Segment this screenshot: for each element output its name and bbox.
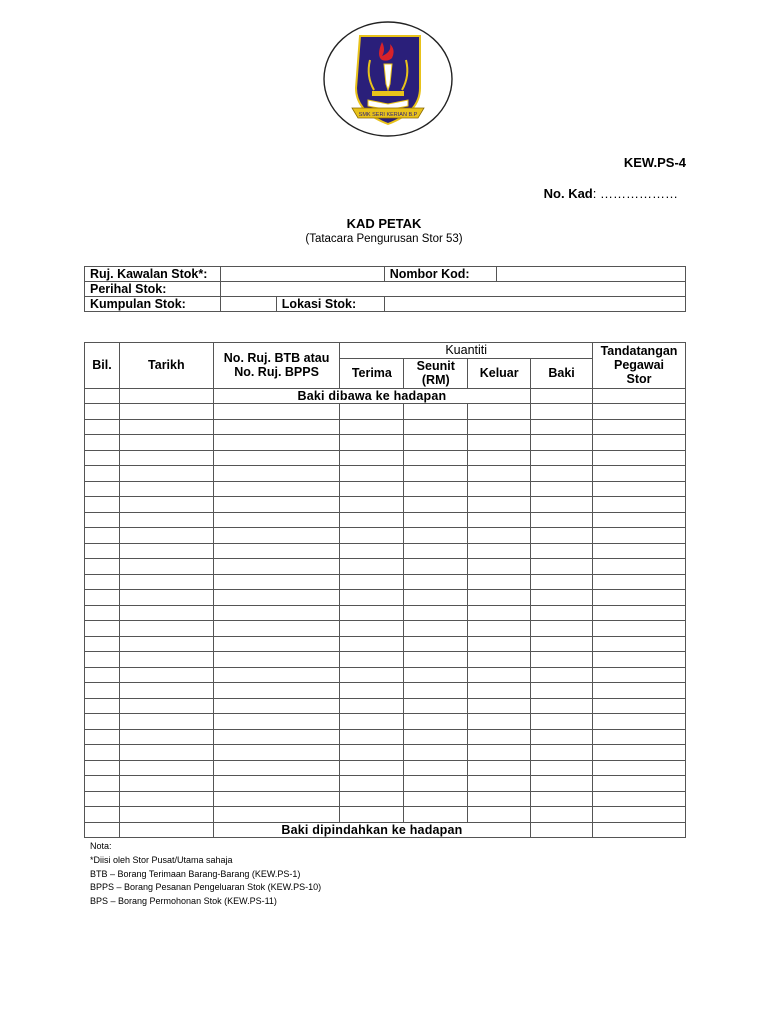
entry-cell-date[interactable] [119,807,213,823]
entry-row [85,590,686,606]
col-ref-line1: No. Ruj. BTB atau [223,351,330,366]
entry-cell-bil[interactable] [85,776,120,792]
entry-cell-bil[interactable] [85,698,120,714]
carried-out-bil[interactable] [85,822,120,838]
entry-cell-received[interactable] [340,435,404,451]
entry-cell-out[interactable] [468,512,531,528]
entry-cell-out[interactable] [468,745,531,761]
entry-cell-received[interactable] [340,776,404,792]
entry-cell-bil[interactable] [85,435,120,451]
entry-cell-bil[interactable] [85,745,120,761]
entry-cell-ref[interactable] [213,559,340,575]
entry-cell-ref[interactable] [213,450,340,466]
entry-cell-sign[interactable] [593,791,686,807]
entry-cell-out[interactable] [468,791,531,807]
entry-cell-balance[interactable] [531,543,593,559]
entry-cell-sign[interactable] [593,512,686,528]
entry-cell-unit[interactable] [404,574,468,590]
entry-row [85,466,686,482]
entry-cell-bil[interactable] [85,791,120,807]
entry-cell-balance[interactable] [531,435,593,451]
entry-cell-sign[interactable] [593,776,686,792]
entry-row [85,559,686,575]
entry-cell-sign[interactable] [593,621,686,637]
entry-cell-out[interactable] [468,404,531,420]
col-unit [404,358,468,388]
entry-row [85,404,686,420]
carried-out-balance[interactable] [531,822,593,838]
entry-cell-ref[interactable] [213,776,340,792]
entry-cell-balance[interactable] [531,683,593,699]
entry-cell-ref[interactable] [213,497,340,513]
school-crest-logo [322,20,454,138]
carried-in-bil[interactable] [85,388,120,404]
ref-label: Ruj. Kawalan Stok*: [85,267,221,282]
entry-cell-balance[interactable] [531,450,593,466]
entry-cell-balance[interactable] [531,466,593,482]
entry-cell-balance[interactable] [531,574,593,590]
entry-cell-date[interactable] [119,621,213,637]
entry-cell-balance[interactable] [531,698,593,714]
entry-cell-ref[interactable] [213,543,340,559]
col-date: Tarikh [119,343,213,389]
entry-row [85,729,686,745]
entry-cell-unit[interactable] [404,729,468,745]
col-sign [593,343,686,389]
entry-cell-ref[interactable] [213,714,340,730]
entry-cell-received[interactable] [340,466,404,482]
entry-cell-unit[interactable] [404,419,468,435]
entry-cell-ref[interactable] [213,512,340,528]
card-number-label: No. Kad [543,186,593,201]
entry-cell-received[interactable] [340,450,404,466]
entry-cell-sign[interactable] [593,760,686,776]
entry-cell-bil[interactable] [85,590,120,606]
form-code: KEW.PS-4 [623,155,686,170]
entry-cell-balance[interactable] [531,791,593,807]
entry-cell-sign[interactable] [593,450,686,466]
entry-cell-out[interactable] [468,621,531,637]
entry-cell-ref[interactable] [213,621,340,637]
entry-row [85,791,686,807]
entry-cell-received[interactable] [340,714,404,730]
entry-cell-bil[interactable] [85,559,120,575]
entry-cell-unit[interactable] [404,450,468,466]
entry-cell-unit[interactable] [404,745,468,761]
entry-cell-out[interactable] [468,543,531,559]
entry-cell-balance[interactable] [531,559,593,575]
entry-cell-ref[interactable] [213,745,340,761]
entry-cell-unit[interactable] [404,497,468,513]
entry-cell-balance[interactable] [531,776,593,792]
notes [90,840,321,909]
entry-cell-balance[interactable] [531,590,593,606]
entry-cell-balance[interactable] [531,528,593,544]
entry-cell-received[interactable] [340,791,404,807]
entry-cell-date[interactable] [119,683,213,699]
entry-cell-balance[interactable] [531,636,593,652]
entry-cell-unit[interactable] [404,481,468,497]
entry-cell-out[interactable] [468,714,531,730]
entry-cell-ref[interactable] [213,791,340,807]
entry-cell-date[interactable] [119,791,213,807]
col-received: Terima [340,358,404,388]
entry-cell-sign[interactable] [593,404,686,420]
entry-cell-date[interactable] [119,574,213,590]
entry-row [85,714,686,730]
entry-cell-bil[interactable] [85,528,120,544]
carried-in-balance[interactable] [531,388,593,404]
entry-cell-unit[interactable] [404,404,468,420]
entry-cell-balance[interactable] [531,404,593,420]
col-bil: Bil. [85,343,120,389]
entry-cell-unit[interactable] [404,559,468,575]
entry-cell-ref[interactable] [213,807,340,823]
entry-cell-bil[interactable] [85,621,120,637]
entry-cell-date[interactable] [119,450,213,466]
crest-scroll-text: TERUS JAYA [377,96,399,100]
entry-cell-ref[interactable] [213,636,340,652]
entry-cell-ref[interactable] [213,435,340,451]
entry-cell-sign[interactable] [593,714,686,730]
entry-cell-balance[interactable] [531,621,593,637]
entry-cell-unit[interactable] [404,807,468,823]
entry-cell-out[interactable] [468,807,531,823]
entry-cell-out[interactable] [468,667,531,683]
page-title: KAD PETAK [346,216,422,231]
entry-cell-unit[interactable] [404,528,468,544]
entry-cell-unit[interactable] [404,791,468,807]
notes-line-4: BPS – Borang Permohonan Stok (KEW.PS-11) [90,896,277,907]
entry-cell-sign[interactable] [593,419,686,435]
entry-row [85,419,686,435]
notes-line-1: *Diisi oleh Stor Pusat/Utama sahaja [90,854,233,865]
entry-cell-sign[interactable] [593,698,686,714]
carried-out-date[interactable] [119,822,213,838]
entry-cell-sign[interactable] [593,528,686,544]
entry-cell-out[interactable] [468,574,531,590]
notes-title: Nota: [90,841,112,851]
entry-cell-received[interactable] [340,683,404,699]
entry-cell-bil[interactable] [85,543,120,559]
group-field[interactable] [220,297,276,312]
entry-cell-bil[interactable] [85,683,120,699]
entry-cell-received[interactable] [340,807,404,823]
entry-row [85,652,686,668]
entry-cell-out[interactable] [468,466,531,482]
entry-cell-ref[interactable] [213,760,340,776]
col-sign-line1: Tandatangan [600,344,678,359]
entry-cell-unit[interactable] [404,683,468,699]
entry-cell-bil[interactable] [85,574,120,590]
subject-label: Perihal Stok: [85,282,221,297]
entry-cell-bil[interactable] [85,512,120,528]
entry-cell-date[interactable] [119,528,213,544]
entry-cell-unit[interactable] [404,543,468,559]
entry-cell-sign[interactable] [593,497,686,513]
entry-cell-date[interactable] [119,729,213,745]
entry-cell-bil[interactable] [85,605,120,621]
entry-row [85,512,686,528]
entry-cell-balance[interactable] [531,481,593,497]
entry-cell-out[interactable] [468,683,531,699]
col-balance: Baki [531,358,593,388]
entry-cell-out[interactable] [468,760,531,776]
entry-cell-unit[interactable] [404,698,468,714]
entry-cell-sign[interactable] [593,605,686,621]
entry-cell-balance[interactable] [531,512,593,528]
entry-cell-received[interactable] [340,652,404,668]
entry-cell-ref[interactable] [213,481,340,497]
entry-cell-balance[interactable] [531,497,593,513]
entry-cell-ref[interactable] [213,683,340,699]
entry-cell-date[interactable] [119,776,213,792]
entry-cell-date[interactable] [119,466,213,482]
entry-cell-received[interactable] [340,559,404,575]
entry-cell-sign[interactable] [593,466,686,482]
entry-cell-date[interactable] [119,652,213,668]
entry-cell-date[interactable] [119,543,213,559]
entry-cell-bil[interactable] [85,419,120,435]
entry-cell-ref[interactable] [213,729,340,745]
entry-cell-bil[interactable] [85,729,120,745]
entry-cell-bil[interactable] [85,667,120,683]
entry-row [85,450,686,466]
entry-cell-out[interactable] [468,450,531,466]
entry-cell-bil[interactable] [85,652,120,668]
carried-in-sign[interactable] [593,388,686,404]
carried-in-date[interactable] [119,388,213,404]
entry-cell-out[interactable] [468,559,531,575]
entry-row [85,574,686,590]
notes-line-2: BTB – Borang Terimaan Barang-Barang (KEW.PS-1) [90,868,301,879]
entry-cell-sign[interactable] [593,729,686,745]
entry-row [85,698,686,714]
entry-cell-out[interactable] [468,528,531,544]
col-ref [213,343,340,389]
entry-cell-received[interactable] [340,404,404,420]
entry-cell-bil[interactable] [85,760,120,776]
entry-row [85,683,686,699]
entry-cell-date[interactable] [119,698,213,714]
entry-cell-sign[interactable] [593,559,686,575]
entry-row [85,435,686,451]
crest-banner-text: SMK SERI KERIAN B.P [358,112,418,118]
entry-cell-ref[interactable] [213,605,340,621]
entry-cell-sign[interactable] [593,574,686,590]
stock-info-table [84,266,686,312]
entry-cell-received[interactable] [340,528,404,544]
code-label: Nombor Kod: [384,267,496,282]
entry-row [85,481,686,497]
entry-cell-date[interactable] [119,435,213,451]
entry-cell-date[interactable] [119,481,213,497]
carried-in-label: Baki dibawa ke hadapan [213,388,530,404]
entry-row [85,621,686,637]
entry-cell-received[interactable] [340,667,404,683]
entry-cell-received[interactable] [340,497,404,513]
entry-cell-sign[interactable] [593,745,686,761]
entry-cell-date[interactable] [119,497,213,513]
col-unit-line2: (RM) [421,373,450,387]
carried-out-label: Baki dipindahkan ke hadapan [213,822,530,838]
entry-cell-balance[interactable] [531,419,593,435]
entry-cell-unit[interactable] [404,652,468,668]
entry-cell-received[interactable] [340,543,404,559]
location-label: Lokasi Stok: [276,297,384,312]
entry-row [85,760,686,776]
col-quantity: Kuantiti [340,343,593,359]
entry-cell-out[interactable] [468,590,531,606]
entry-cell-date[interactable] [119,745,213,761]
entry-cell-sign[interactable] [593,683,686,699]
entry-cell-ref[interactable] [213,667,340,683]
entry-cell-sign[interactable] [593,667,686,683]
entry-cell-unit[interactable] [404,760,468,776]
stock-card-table [84,342,686,838]
col-sign-line3: Stor [626,372,652,387]
col-unit-line1: Seunit [416,359,455,373]
entry-cell-ref[interactable] [213,404,340,420]
entry-cell-balance[interactable] [531,714,593,730]
entry-cell-received[interactable] [340,729,404,745]
crest-graphic [322,20,454,138]
entry-cell-bil[interactable] [85,481,120,497]
entry-cell-date[interactable] [119,419,213,435]
col-out: Keluar [468,358,531,388]
entry-cell-date[interactable] [119,636,213,652]
entry-cell-received[interactable] [340,590,404,606]
entry-cell-sign[interactable] [593,481,686,497]
entry-cell-received[interactable] [340,698,404,714]
entry-row [85,528,686,544]
entry-cell-balance[interactable] [531,729,593,745]
entry-cell-balance[interactable] [531,745,593,761]
entry-cell-unit[interactable] [404,621,468,637]
entry-cell-received[interactable] [340,621,404,637]
entry-cell-unit[interactable] [404,714,468,730]
entry-cell-sign[interactable] [593,435,686,451]
entry-cell-sign[interactable] [593,636,686,652]
entry-row [85,667,686,683]
entry-row [85,776,686,792]
entry-cell-balance[interactable] [531,760,593,776]
entry-cell-date[interactable] [119,667,213,683]
entry-cell-received[interactable] [340,512,404,528]
entry-cell-balance[interactable] [531,605,593,621]
entry-cell-out[interactable] [468,419,531,435]
entry-cell-balance[interactable] [531,807,593,823]
entry-cell-received[interactable] [340,745,404,761]
entry-cell-ref[interactable] [213,528,340,544]
entry-cell-ref[interactable] [213,652,340,668]
entry-cell-out[interactable] [468,729,531,745]
col-ref-line2: No. Ruj. BPPS [234,365,319,380]
entry-cell-unit[interactable] [404,590,468,606]
carried-out-sign[interactable] [593,822,686,838]
entry-cell-out[interactable] [468,636,531,652]
card-number-value: : ……………… [592,186,678,201]
entry-cell-received[interactable] [340,760,404,776]
entry-cell-bil[interactable] [85,404,120,420]
subject-field[interactable] [220,282,685,297]
entry-cell-ref[interactable] [213,590,340,606]
entry-cell-unit[interactable] [404,776,468,792]
entry-cell-bil[interactable] [85,714,120,730]
entry-row [85,745,686,761]
entry-cell-received[interactable] [340,481,404,497]
code-field[interactable] [496,267,685,282]
entry-cell-unit[interactable] [404,512,468,528]
entry-cell-date[interactable] [119,590,213,606]
entry-cell-received[interactable] [340,419,404,435]
entry-cell-unit[interactable] [404,667,468,683]
entry-cell-bil[interactable] [85,636,120,652]
entry-row [85,807,686,823]
entry-cell-out[interactable] [468,776,531,792]
ref-field[interactable] [220,267,384,282]
card-number [544,186,678,201]
entry-cell-date[interactable] [119,714,213,730]
group-label: Kumpulan Stok: [85,297,221,312]
entry-cell-received[interactable] [340,636,404,652]
entry-cell-ref[interactable] [213,466,340,482]
entry-cell-received[interactable] [340,574,404,590]
entry-row [85,636,686,652]
entry-cell-balance[interactable] [531,652,593,668]
entry-cell-balance[interactable] [531,667,593,683]
entry-row [85,605,686,621]
entry-cell-date[interactable] [119,512,213,528]
entry-cell-out[interactable] [468,605,531,621]
entry-cell-out[interactable] [468,652,531,668]
entry-cell-ref[interactable] [213,698,340,714]
entry-cell-unit[interactable] [404,466,468,482]
entry-cell-out[interactable] [468,698,531,714]
entry-cell-sign[interactable] [593,652,686,668]
entry-cell-unit[interactable] [404,435,468,451]
entry-cell-ref[interactable] [213,419,340,435]
entry-cell-ref[interactable] [213,574,340,590]
col-sign-line2: Pegawai [613,358,665,373]
entry-cell-sign[interactable] [593,807,686,823]
entry-row [85,543,686,559]
entry-cell-bil[interactable] [85,450,120,466]
entry-rows [85,404,686,823]
entry-cell-received[interactable] [340,605,404,621]
entry-cell-date[interactable] [119,404,213,420]
entry-cell-out[interactable] [468,481,531,497]
entry-cell-sign[interactable] [593,543,686,559]
notes-line-3: BPPS – Borang Pesanan Pengeluaran Stok (KEW.PS-10) [90,882,322,893]
entry-cell-bil[interactable] [85,497,120,513]
entry-cell-unit[interactable] [404,636,468,652]
entry-cell-date[interactable] [119,559,213,575]
entry-cell-bil[interactable] [85,466,120,482]
entry-cell-date[interactable] [119,760,213,776]
entry-cell-date[interactable] [119,605,213,621]
location-field[interactable] [384,297,685,312]
entry-row [85,497,686,513]
page-subtitle: (Tatacara Pengurusan Stor 53) [305,233,463,245]
entry-cell-out[interactable] [468,435,531,451]
entry-cell-bil[interactable] [85,807,120,823]
entry-cell-out[interactable] [468,497,531,513]
entry-cell-unit[interactable] [404,605,468,621]
entry-cell-sign[interactable] [593,590,686,606]
